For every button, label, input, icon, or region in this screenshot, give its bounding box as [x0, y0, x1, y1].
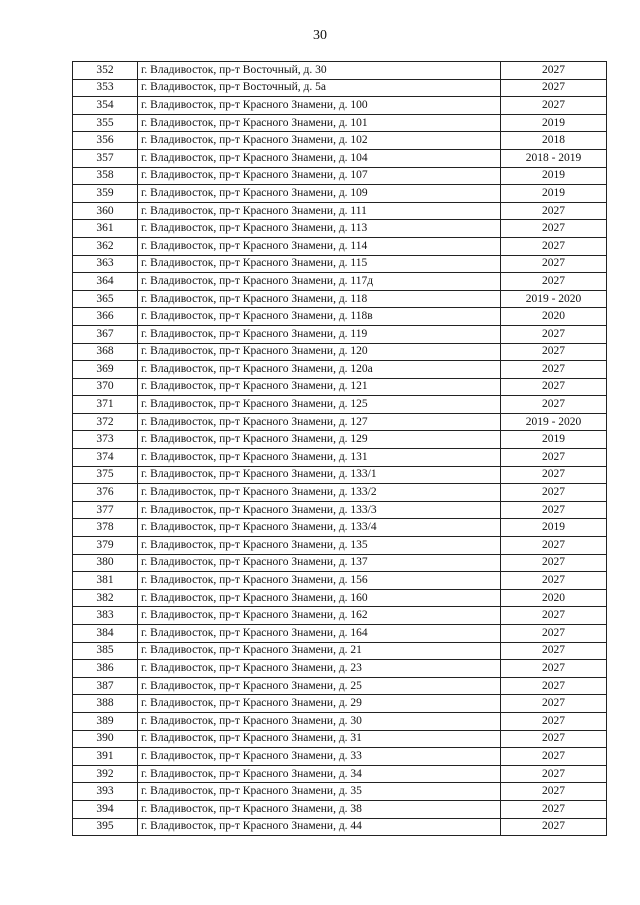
row-number-cell: 360 [73, 202, 138, 220]
year-cell: 2027 [501, 466, 607, 484]
row-number-cell: 390 [73, 730, 138, 748]
table-row [73, 273, 607, 291]
year-cell: 2018 [501, 132, 607, 150]
row-number-cell: 370 [73, 378, 138, 396]
address-cell: г. Владивосток, пр-т Красного Знамени, д. 119 [138, 325, 501, 343]
address-cell: г. Владивосток, пр-т Красного Знамени, д. 104 [138, 149, 501, 167]
address-cell: г. Владивосток, пр-т Красного Знамени, д. 111 [138, 202, 501, 220]
table-row [73, 114, 607, 132]
address-cell: г. Владивосток, пр-т Красного Знамени, д. 121 [138, 378, 501, 396]
address-cell: г. Владивосток, пр-т Красного Знамени, д. 31 [138, 730, 501, 748]
address-cell: г. Владивосток, пр-т Красного Знамени, д. 117д [138, 273, 501, 291]
row-number-cell: 368 [73, 343, 138, 361]
table-row [73, 185, 607, 203]
address-cell: г. Владивосток, пр-т Красного Знамени, д. 133/1 [138, 466, 501, 484]
year-cell: 2027 [501, 378, 607, 396]
row-number-cell: 372 [73, 413, 138, 431]
address-cell: г. Владивосток, пр-т Красного Знамени, д. 29 [138, 695, 501, 713]
row-number-cell: 377 [73, 501, 138, 519]
row-number-cell: 363 [73, 255, 138, 273]
address-cell: г. Владивосток, пр-т Красного Знамени, д. 23 [138, 660, 501, 678]
table-row [73, 572, 607, 590]
table-row [73, 220, 607, 238]
year-cell: 2027 [501, 783, 607, 801]
address-cell: г. Владивосток, пр-т Красного Знамени, д. 125 [138, 396, 501, 414]
table-row [73, 466, 607, 484]
table-row [73, 449, 607, 467]
table-row [73, 431, 607, 449]
row-number-cell: 389 [73, 712, 138, 730]
year-cell: 2019 - 2020 [501, 413, 607, 431]
year-cell: 2020 [501, 589, 607, 607]
year-cell: 2027 [501, 625, 607, 643]
year-cell: 2027 [501, 202, 607, 220]
year-cell: 2027 [501, 537, 607, 555]
table-row [73, 800, 607, 818]
row-number-cell: 357 [73, 149, 138, 167]
year-cell: 2027 [501, 730, 607, 748]
table-row [73, 343, 607, 361]
address-cell: г. Владивосток, пр-т Красного Знамени, д. 107 [138, 167, 501, 185]
row-number-cell: 395 [73, 818, 138, 836]
row-number-cell: 355 [73, 114, 138, 132]
year-cell: 2027 [501, 343, 607, 361]
year-cell: 2027 [501, 220, 607, 238]
year-cell: 2027 [501, 677, 607, 695]
year-cell: 2027 [501, 554, 607, 572]
address-cell: г. Владивосток, пр-т Красного Знамени, д. 35 [138, 783, 501, 801]
row-number-cell: 380 [73, 554, 138, 572]
address-cell: г. Владивосток, пр-т Красного Знамени, д. 21 [138, 642, 501, 660]
address-cell: г. Владивосток, пр-т Красного Знамени, д. 133/2 [138, 484, 501, 502]
year-cell: 2027 [501, 484, 607, 502]
table-row [73, 677, 607, 695]
table-row [73, 519, 607, 537]
row-number-cell: 392 [73, 765, 138, 783]
table-row [73, 589, 607, 607]
year-cell: 2027 [501, 79, 607, 97]
year-cell: 2027 [501, 818, 607, 836]
year-cell: 2027 [501, 501, 607, 519]
year-cell: 2027 [501, 695, 607, 713]
year-cell: 2027 [501, 748, 607, 766]
table-row [73, 484, 607, 502]
address-cell: г. Владивосток, пр-т Красного Знамени, д. 115 [138, 255, 501, 273]
year-cell: 2027 [501, 572, 607, 590]
table-row [73, 765, 607, 783]
row-number-cell: 359 [73, 185, 138, 203]
year-cell: 2019 [501, 185, 607, 203]
table-row [73, 695, 607, 713]
year-cell: 2027 [501, 361, 607, 379]
address-cell: г. Владивосток, пр-т Красного Знамени, д. 156 [138, 572, 501, 590]
row-number-cell: 394 [73, 800, 138, 818]
table-row [73, 554, 607, 572]
row-number-cell: 364 [73, 273, 138, 291]
table-row [73, 783, 607, 801]
address-cell: г. Владивосток, пр-т Красного Знамени, д. 101 [138, 114, 501, 132]
row-number-cell: 369 [73, 361, 138, 379]
year-cell: 2020 [501, 308, 607, 326]
year-cell: 2027 [501, 97, 607, 115]
table-row [73, 730, 607, 748]
row-number-cell: 375 [73, 466, 138, 484]
row-number-cell: 388 [73, 695, 138, 713]
table-row [73, 167, 607, 185]
table-row [73, 607, 607, 625]
year-cell: 2027 [501, 712, 607, 730]
address-cell: г. Владивосток, пр-т Красного Знамени, д. 133/3 [138, 501, 501, 519]
year-cell: 2019 - 2020 [501, 290, 607, 308]
address-cell: г. Владивосток, пр-т Красного Знамени, д. 118в [138, 308, 501, 326]
address-cell: г. Владивосток, пр-т Красного Знамени, д. 131 [138, 449, 501, 467]
year-cell: 2027 [501, 62, 607, 80]
address-cell: г. Владивосток, пр-т Красного Знамени, д. 113 [138, 220, 501, 238]
year-cell: 2027 [501, 607, 607, 625]
address-cell: г. Владивосток, пр-т Красного Знамени, д. 120а [138, 361, 501, 379]
page-number: 30 [313, 28, 327, 43]
table-row [73, 501, 607, 519]
table-row [73, 660, 607, 678]
address-cell: г. Владивосток, пр-т Красного Знамени, д. 114 [138, 237, 501, 255]
address-cell: г. Владивосток, пр-т Красного Знамени, д. 44 [138, 818, 501, 836]
row-number-cell: 373 [73, 431, 138, 449]
address-cell: г. Владивосток, пр-т Красного Знамени, д. 100 [138, 97, 501, 115]
table-row [73, 237, 607, 255]
address-cell: г. Владивосток, пр-т Красного Знамени, д. 129 [138, 431, 501, 449]
row-number-cell: 362 [73, 237, 138, 255]
table-row [73, 748, 607, 766]
table-row [73, 97, 607, 115]
table-row [73, 642, 607, 660]
table-row [73, 290, 607, 308]
year-cell: 2027 [501, 396, 607, 414]
year-cell: 2027 [501, 449, 607, 467]
row-number-cell: 386 [73, 660, 138, 678]
table-row [73, 818, 607, 836]
table-row [73, 625, 607, 643]
row-number-cell: 353 [73, 79, 138, 97]
address-cell: г. Владивосток, пр-т Восточный, д. 30 [138, 62, 501, 80]
table-row [73, 62, 607, 80]
row-number-cell: 387 [73, 677, 138, 695]
address-cell: г. Владивосток, пр-т Красного Знамени, д. 133/4 [138, 519, 501, 537]
row-number-cell: 384 [73, 625, 138, 643]
table-body [73, 62, 607, 836]
row-number-cell: 358 [73, 167, 138, 185]
row-number-cell: 378 [73, 519, 138, 537]
table-row [73, 132, 607, 150]
row-number-cell: 381 [73, 572, 138, 590]
year-cell: 2019 [501, 114, 607, 132]
row-number-cell: 391 [73, 748, 138, 766]
table-row [73, 396, 607, 414]
address-cell: г. Владивосток, пр-т Красного Знамени, д. 30 [138, 712, 501, 730]
row-number-cell: 385 [73, 642, 138, 660]
row-number-cell: 383 [73, 607, 138, 625]
table-row [73, 413, 607, 431]
address-cell: г. Владивосток, пр-т Красного Знамени, д. 135 [138, 537, 501, 555]
address-cell: г. Владивосток, пр-т Красного Знамени, д. 38 [138, 800, 501, 818]
table-row [73, 537, 607, 555]
year-cell: 2027 [501, 237, 607, 255]
table-row [73, 255, 607, 273]
year-cell: 2019 [501, 431, 607, 449]
row-number-cell: 371 [73, 396, 138, 414]
address-cell: г. Владивосток, пр-т Красного Знамени, д. 160 [138, 589, 501, 607]
address-cell: г. Владивосток, пр-т Красного Знамени, д. 33 [138, 748, 501, 766]
year-cell: 2027 [501, 660, 607, 678]
table-row [73, 149, 607, 167]
row-number-cell: 379 [73, 537, 138, 555]
row-number-cell: 382 [73, 589, 138, 607]
address-cell: г. Владивосток, пр-т Красного Знамени, д. 109 [138, 185, 501, 203]
address-cell: г. Владивосток, пр-т Красного Знамени, д. 118 [138, 290, 501, 308]
address-cell: г. Владивосток, пр-т Красного Знамени, д. 34 [138, 765, 501, 783]
row-number-cell: 365 [73, 290, 138, 308]
row-number-cell: 361 [73, 220, 138, 238]
address-cell: г. Владивосток, пр-т Красного Знамени, д. 102 [138, 132, 501, 150]
addresses-table [72, 61, 607, 836]
year-cell: 2027 [501, 642, 607, 660]
year-cell: 2027 [501, 325, 607, 343]
row-number-cell: 366 [73, 308, 138, 326]
address-cell: г. Владивосток, пр-т Восточный, д. 5а [138, 79, 501, 97]
address-cell: г. Владивосток, пр-т Красного Знамени, д. 120 [138, 343, 501, 361]
row-number-cell: 374 [73, 449, 138, 467]
address-cell: г. Владивосток, пр-т Красного Знамени, д. 25 [138, 677, 501, 695]
year-cell: 2027 [501, 255, 607, 273]
row-number-cell: 393 [73, 783, 138, 801]
row-number-cell: 354 [73, 97, 138, 115]
row-number-cell: 367 [73, 325, 138, 343]
year-cell: 2027 [501, 800, 607, 818]
row-number-cell: 356 [73, 132, 138, 150]
year-cell: 2027 [501, 273, 607, 291]
row-number-cell: 376 [73, 484, 138, 502]
row-number-cell: 352 [73, 62, 138, 80]
table-row [73, 325, 607, 343]
address-cell: г. Владивосток, пр-т Красного Знамени, д. 164 [138, 625, 501, 643]
year-cell: 2019 [501, 167, 607, 185]
table-row [73, 79, 607, 97]
year-cell: 2019 [501, 519, 607, 537]
address-cell: г. Владивосток, пр-т Красного Знамени, д. 137 [138, 554, 501, 572]
table-row [73, 712, 607, 730]
table-row [73, 308, 607, 326]
table-row [73, 202, 607, 220]
year-cell: 2018 - 2019 [501, 149, 607, 167]
year-cell: 2027 [501, 765, 607, 783]
address-cell: г. Владивосток, пр-т Красного Знамени, д. 127 [138, 413, 501, 431]
table-row [73, 378, 607, 396]
table-row [73, 361, 607, 379]
address-cell: г. Владивосток, пр-т Красного Знамени, д. 162 [138, 607, 501, 625]
